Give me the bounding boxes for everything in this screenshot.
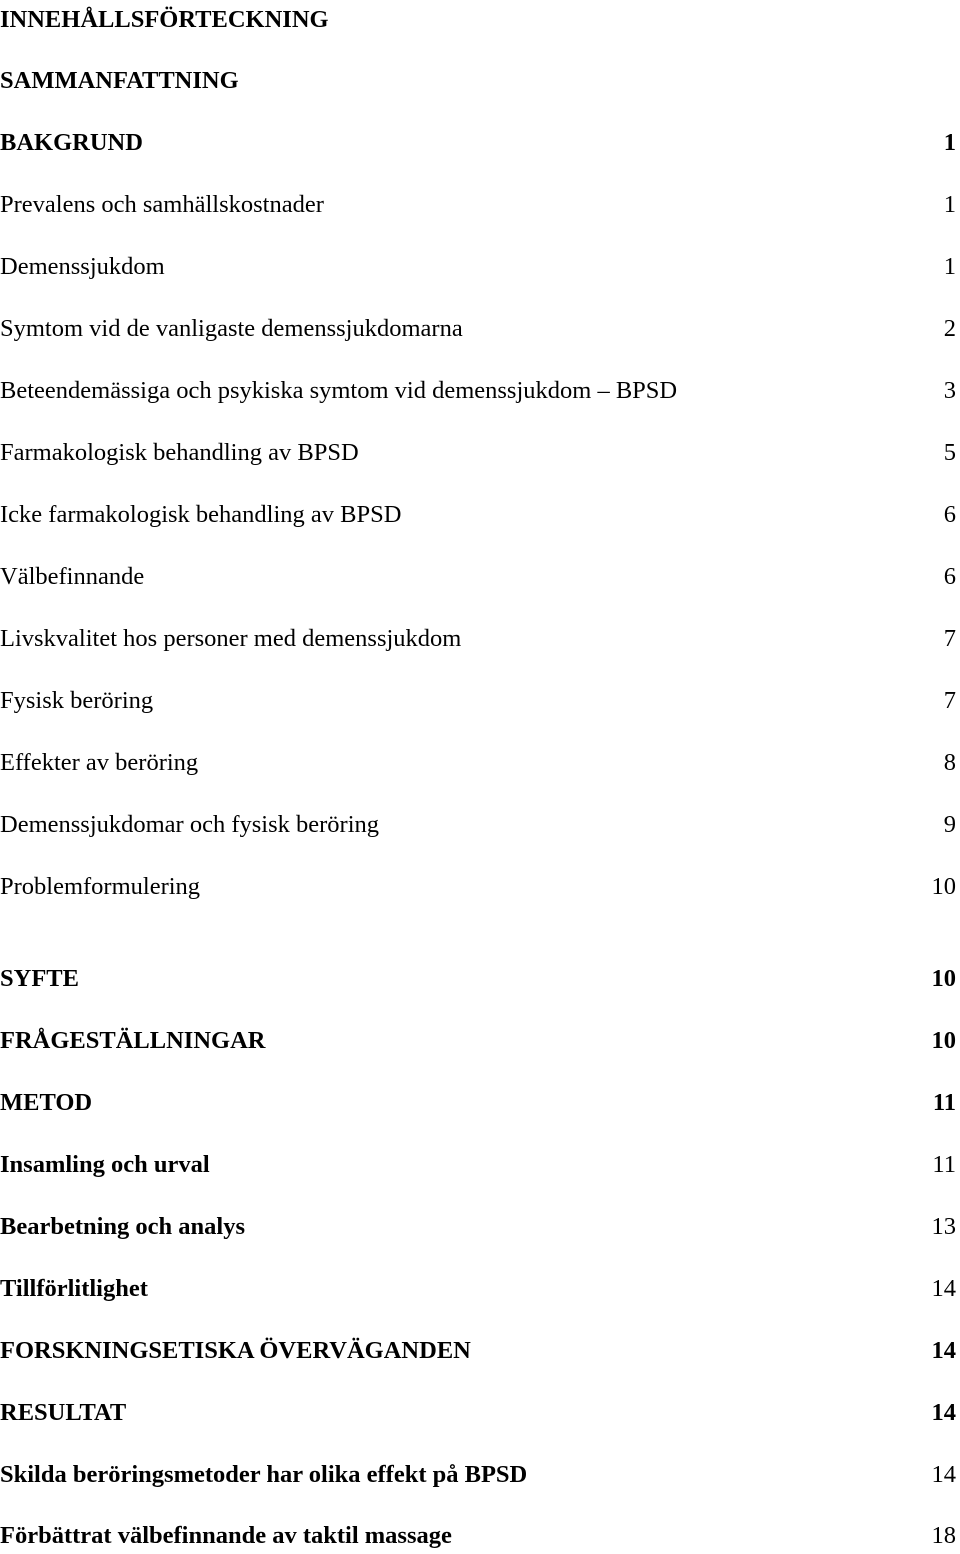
toc-entry [0, 1274, 956, 1304]
toc-entry [0, 1026, 956, 1056]
toc-entry [0, 1398, 956, 1428]
toc-entry-title: Tillförlitlighet [0, 1275, 148, 1302]
toc-entry [0, 500, 956, 530]
toc-entry-title: BAKGRUND [0, 129, 143, 156]
toc-entry [0, 1521, 956, 1551]
toc-entry-title: Livskvalitet hos personer med demenssjukdom [0, 625, 462, 652]
toc-entry-title: RESULTAT [0, 1399, 127, 1426]
toc-entry [0, 624, 956, 654]
toc-entry-page: 11 [932, 1151, 956, 1178]
toc-entry-page: 7 [943, 687, 956, 714]
toc-entry-title: Skilda beröringsmetoder har olika effekt på BPSD [0, 1461, 528, 1488]
toc-entry-page: 1 [943, 129, 956, 156]
toc-heading-text: INNEHÅLLSFÖRTECKNING [0, 6, 329, 33]
toc-entry [0, 66, 956, 96]
toc-entry-title: Välbefinnande [0, 563, 145, 590]
toc-entry-title: Demenssjukdom [0, 253, 165, 280]
toc-entry-title: Demenssjukdomar och fysisk beröring [0, 811, 379, 838]
toc-entry-page: 10 [931, 873, 956, 900]
toc-entry [0, 438, 956, 468]
toc-entry-title: Problemformulering [0, 873, 201, 900]
toc-entry [0, 1212, 956, 1242]
toc-entry [0, 314, 956, 344]
toc-entry-page: 14 [931, 1275, 956, 1302]
toc-entry [0, 1150, 956, 1180]
toc-entry [0, 1336, 956, 1366]
toc-entry-title: Insamling och urval [0, 1151, 210, 1178]
toc-entry-title: Beteendemässiga och psykiska symtom vid demenssjukdom – BPSD [0, 377, 678, 404]
toc-entry-title: Prevalens och samhällskostnader [0, 191, 324, 218]
toc-entry-title: SAMMANFATTNING [0, 67, 239, 94]
toc-entry-title: Symtom vid de vanligaste demenssjukdomarna [0, 315, 463, 342]
toc-entry-title: Effekter av beröring [0, 749, 199, 776]
toc-heading [0, 5, 956, 35]
toc-entry-page: 3 [943, 377, 956, 404]
toc-entry [0, 810, 956, 840]
toc-entry [0, 686, 956, 716]
toc-entry [0, 252, 956, 282]
toc-entry-page: 1 [943, 253, 956, 280]
toc-entry-title: Icke farmakologisk behandling av BPSD [0, 501, 402, 528]
toc-entry-title: Farmakologisk behandling av BPSD [0, 439, 359, 466]
toc-entry-page: 18 [931, 1522, 956, 1549]
toc-entry-page: 13 [931, 1213, 956, 1240]
toc-entry-page: 1 [943, 191, 956, 218]
toc-entry [0, 376, 956, 406]
toc-entry-page: 14 [931, 1337, 956, 1364]
toc-entry-title: Bearbetning och analys [0, 1213, 246, 1240]
toc-entry-title: FORSKNINGSETISKA ÖVERVÄGANDEN [0, 1337, 471, 1364]
toc-entry [0, 1460, 956, 1490]
toc-entry [0, 190, 956, 220]
toc-entry-title: Fysisk beröring [0, 687, 154, 714]
toc-entry-page: 8 [943, 749, 956, 776]
toc-entry-page: 10 [931, 1027, 956, 1054]
toc-entry-page: 10 [931, 965, 956, 992]
toc-entry [0, 1088, 956, 1118]
toc-entry-page: 14 [931, 1461, 956, 1488]
toc-entry [0, 748, 956, 778]
toc-entry-page: 11 [932, 1089, 956, 1116]
toc-entry [0, 872, 956, 902]
toc-entry-page: 2 [943, 315, 956, 342]
toc-entry [0, 128, 956, 158]
toc-entry-page: 6 [943, 501, 956, 528]
toc-entry-title: SYFTE [0, 965, 79, 992]
toc-entry-page: 6 [943, 563, 956, 590]
toc-entry-title: Förbättrat välbefinnande av taktil massage [0, 1522, 452, 1549]
toc-entry-page: 9 [943, 811, 956, 838]
toc-entry-page: 14 [931, 1399, 956, 1426]
toc-entry-title: FRÅGESTÄLLNINGAR [0, 1027, 266, 1054]
toc-entry-page: 5 [943, 439, 956, 466]
toc-entry-page: 7 [943, 625, 956, 652]
toc-entry [0, 964, 956, 994]
toc-entry [0, 562, 956, 592]
toc-entry-title: METOD [0, 1089, 93, 1116]
